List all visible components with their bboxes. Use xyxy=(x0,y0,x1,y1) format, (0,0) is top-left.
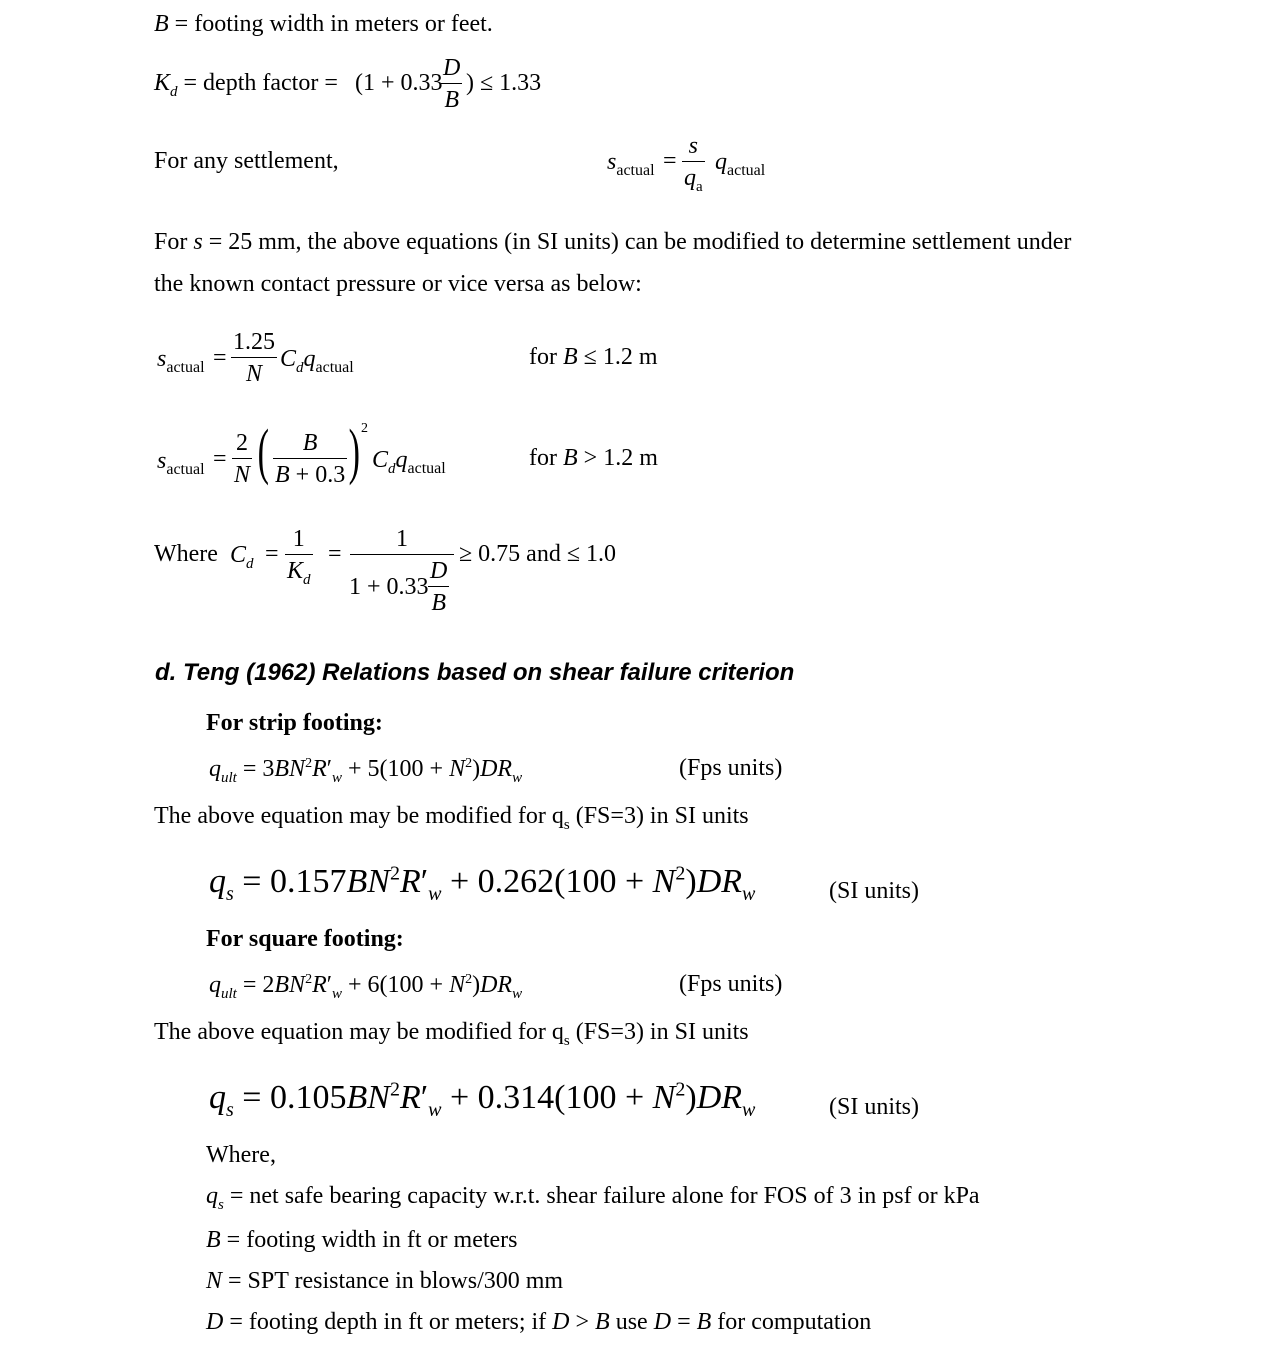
eq1-condition: for B ≤ 1.2 m xyxy=(529,344,658,370)
eq2-condition: for B > 1.2 m xyxy=(529,445,658,471)
cd-frac2-den: 1 + 0.33 xyxy=(349,574,429,600)
cd-frac2-bar xyxy=(350,554,454,555)
qs-definition: $q_s$ = net safe bearing capacity w.r.t. shear failure alone for FOS of 3 in psf or kPa xyxy=(206,1183,980,1213)
eq2-rhs: $C_dq_{actual}$ xyxy=(372,447,446,477)
eq1-lhs: $s_{actual}$ xyxy=(157,346,205,376)
s25-intro-line2: the known contact pressure or vice versa as below: xyxy=(154,271,642,297)
b-definition: B = footing width in meters or feet. xyxy=(154,11,493,37)
where-label: Where xyxy=(154,541,218,567)
square-si-units: (SI units) xyxy=(829,1094,919,1120)
eq2-inner-fraction: $\frac{B}{B + 0.3}$ xyxy=(275,430,346,488)
cd-frac2-num: 1 xyxy=(396,526,408,552)
eq2-exponent: 2 xyxy=(361,421,368,436)
q-actual: $q_{actual}$ xyxy=(715,149,766,179)
strip-si-units: (SI units) xyxy=(829,878,919,904)
teng-heading: d. Teng (1962) Relations based on shear failure criterion xyxy=(155,659,795,686)
cd-d-over-b: $\frac{D}{B}$ xyxy=(430,558,448,616)
strip-si-eq: $q_s = 0.157BN^2R'_w + 0.262(100 + N^2)DR_w$ xyxy=(209,862,756,905)
kd-formula-right: ) ≤ 1.33 xyxy=(466,70,542,96)
definitions-where: Where, xyxy=(206,1142,276,1168)
square-si-eq: $q_s = 0.105BN^2R'_w + 0.314(100 + N^2)DR_w$ xyxy=(209,1078,756,1121)
equals-sign: = xyxy=(663,148,677,174)
eq1-rhs: $C_dq_{actual}$ xyxy=(280,346,354,376)
eq2-outer-fraction: $\frac{2}{N}$ xyxy=(234,430,251,488)
n-definition: N = SPT resistance in blows/300 mm xyxy=(206,1268,564,1294)
kd-definition: $K_d$ = depth factor = xyxy=(154,70,338,100)
equals-sign: = xyxy=(213,446,227,472)
strip-modified-text: The above equation may be modified for $q_s$ (FS=3) in SI units xyxy=(154,803,749,833)
strip-eq: $q_{ult} = 3BN^2R'_w + 5(100 + N^2)DR_w$ xyxy=(209,756,523,786)
equals-sign: = xyxy=(328,541,342,567)
s25-intro-line1: For s = 25 mm, the above equations (in SI units) can be modified to determine settlement under xyxy=(154,229,1072,255)
equals-sign: = xyxy=(213,345,227,371)
left-paren: ( xyxy=(257,418,270,486)
equals-sign: = xyxy=(265,541,279,567)
d-definition: D = footing depth in ft or meters; if D > B use D = B for computation xyxy=(206,1309,872,1335)
square-modified-text: The above equation may be modified for $q_s$ (FS=3) in SI units xyxy=(154,1019,749,1049)
square-label: For square footing: xyxy=(206,926,404,952)
kd-fraction: $\frac{D}{B}$ xyxy=(443,55,461,113)
strip-fps-units: (Fps units) xyxy=(679,755,783,781)
square-fps-units: (Fps units) xyxy=(679,971,783,997)
kd-formula-left: (1 + 0.33 xyxy=(355,70,443,96)
eq2-lhs: $s_{actual}$ xyxy=(157,448,205,478)
b-footing-definition: B = footing width in ft or meters xyxy=(206,1227,518,1253)
settlement-label: For any settlement, xyxy=(154,148,339,174)
cd-lhs: $C_d$ xyxy=(230,542,254,572)
strip-label: For strip footing: xyxy=(206,710,383,736)
square-eq: $q_{ult} = 2BN^2R'_w + 6(100 + N^2)DR_w$ xyxy=(209,972,523,1002)
cd-fraction-1: $\frac{1}{K_d}$ xyxy=(287,526,311,588)
s-over-qa-fraction: $\frac{s}{q_a}$ xyxy=(684,133,703,195)
cd-bound: ≥ 0.75 and ≤ 1.0 xyxy=(459,541,616,567)
eq1-fraction: $\frac{1.25}{N}$ xyxy=(233,329,275,387)
kd-prefix: = depth factor = xyxy=(183,70,338,96)
right-paren: ) xyxy=(348,418,361,486)
s-actual-formula: $s_{actual}$ xyxy=(607,149,655,179)
